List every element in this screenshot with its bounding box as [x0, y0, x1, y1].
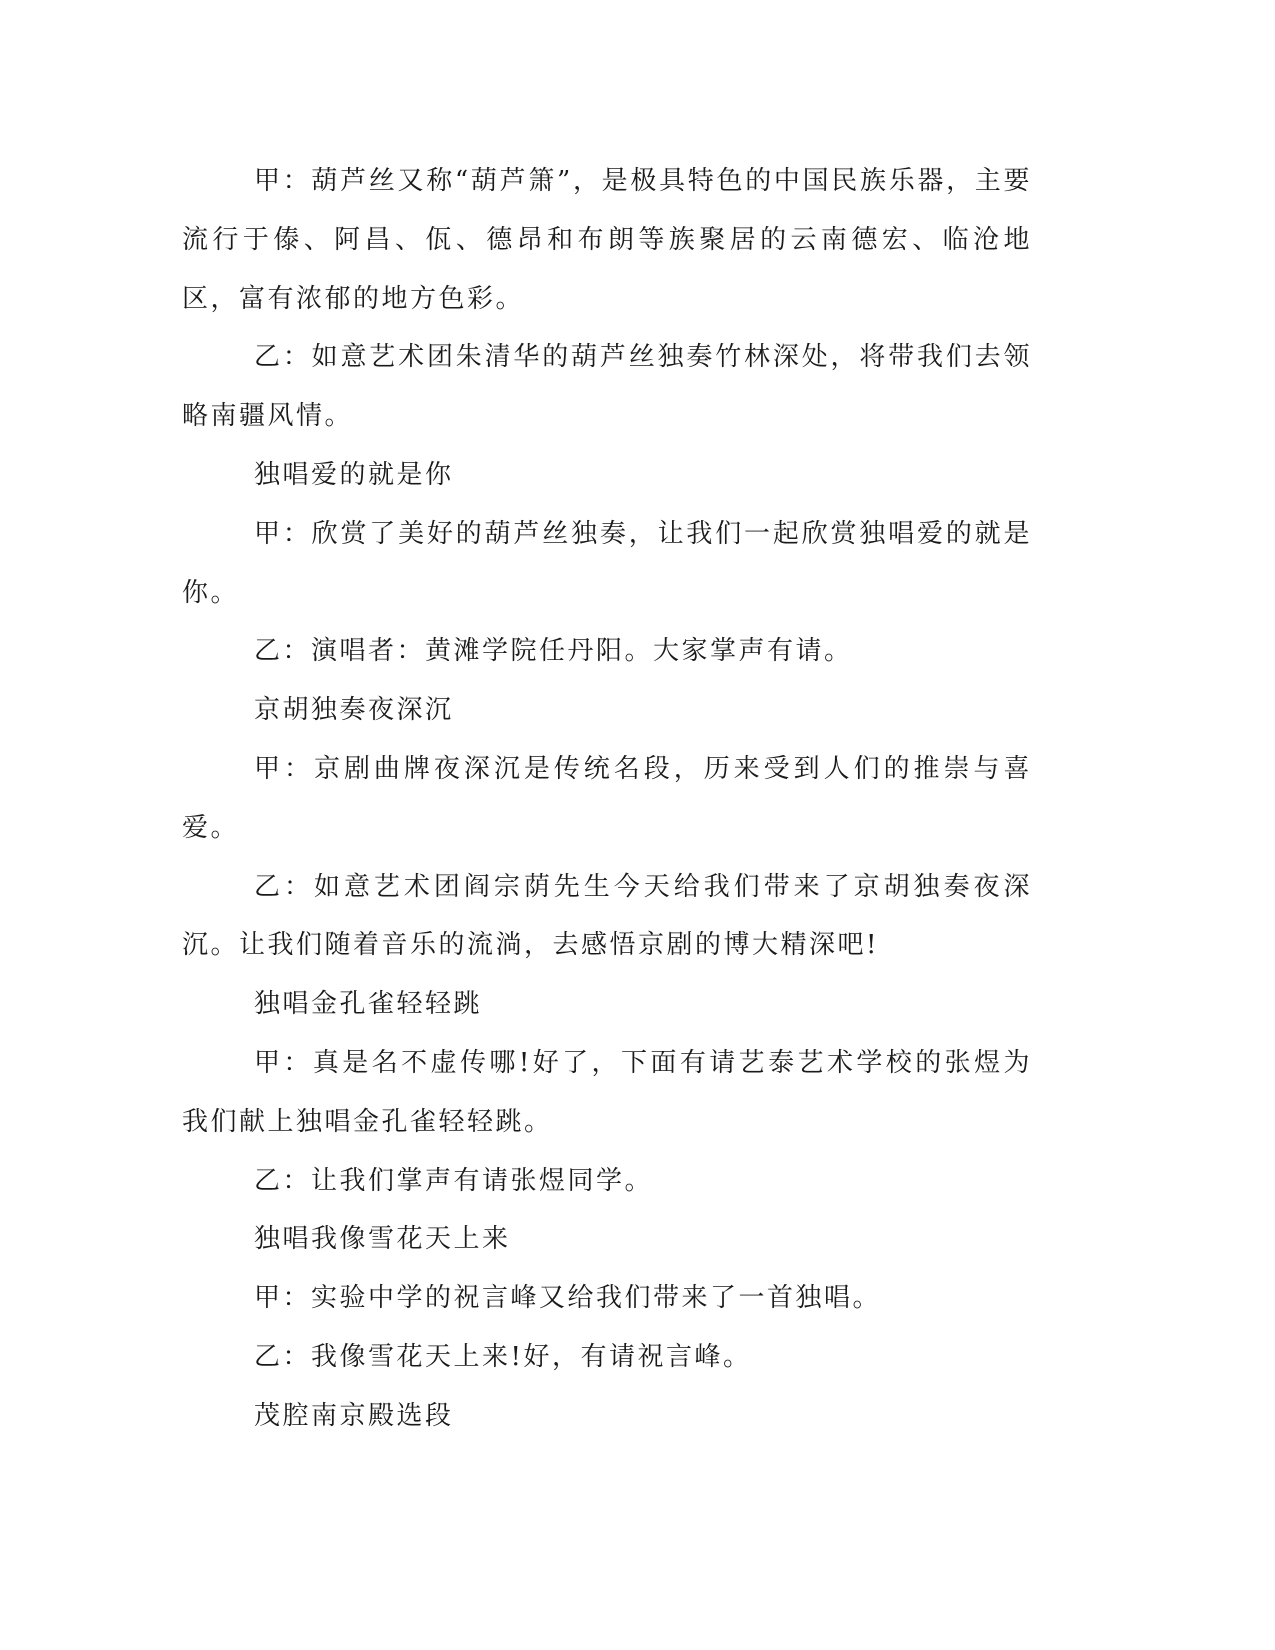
paragraph-jinghu-intro: 甲：京剧曲牌夜深沉是传统名段，历来受到人们的推崇与喜爱。: [182, 753, 1032, 843]
paragraph-love-is-you-performer: 乙：演唱者：黄滩学院任丹阳。大家掌声有请。: [254, 636, 853, 667]
paragraph-snowflake-intro: 甲：实验中学的祝言峰又给我们带来了一首独唱。: [254, 1283, 882, 1314]
program-title-snowflake: 独唱我像雪花天上来: [254, 1224, 511, 1255]
paragraph-snowflake-performer: 乙：我像雪花天上来!好，有请祝言峰。: [254, 1341, 752, 1372]
program-title-golden-peacock: 独唱金孔雀轻轻跳: [254, 989, 483, 1020]
paragraph-golden-peacock-performer: 乙：让我们掌声有请张煜同学。: [254, 1165, 654, 1196]
paragraph-hulusi-intro: 甲：葫芦丝又称“葫芦箫”，是极具特色的中国民族乐器，主要流行于傣、阿昌、佤、德昂和布朗等族聚居的云南德宏、临沧地区，富有浓郁的地方色彩。: [182, 166, 1032, 314]
paragraph-golden-peacock-intro: 甲：真是名不虚传哪!好了，下面有请艺泰艺术学校的张煜为我们献上独唱金孔雀轻轻跳。: [182, 1047, 1032, 1137]
document-body: [182, 152, 1032, 1446]
program-title-love-is-you: 独唱爱的就是你: [254, 459, 454, 490]
paragraph-hulusi-solo: 乙：如意艺术团朱清华的葫芦丝独奏竹林深处，将带我们去领略南疆风情。: [182, 342, 1032, 432]
paragraph-love-is-you-intro: 甲：欣赏了美好的葫芦丝独奏，让我们一起欣赏独唱爱的就是你。: [182, 518, 1032, 608]
paragraph-jinghu-performer: 乙：如意艺术团阎宗荫先生今天给我们带来了京胡独奏夜深沉。让我们随着音乐的流淌，去感悟京剧的博大精深吧!: [182, 871, 1032, 961]
program-title-jinghu-solo: 京胡独奏夜深沉: [254, 695, 454, 726]
program-title-maoqiang: 茂腔南京殿选段: [254, 1400, 454, 1431]
